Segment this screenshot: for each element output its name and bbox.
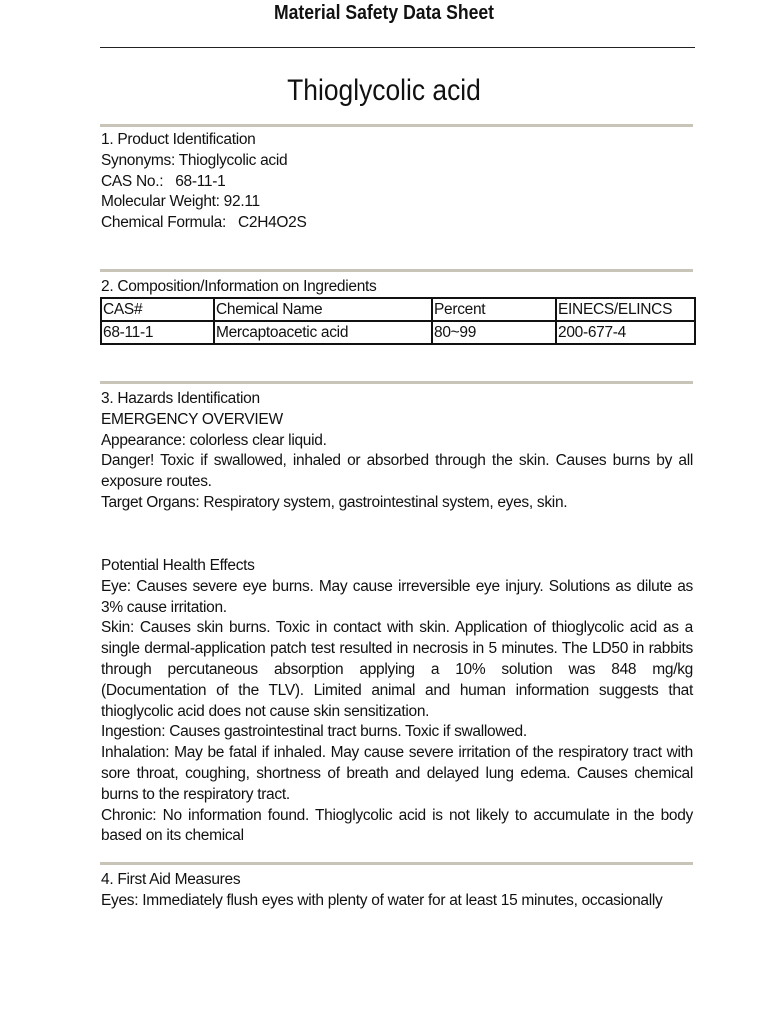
section-heading: 2. Composition/Information on Ingredients bbox=[101, 278, 377, 295]
chronic-effects-text: Chronic: No information found. Thioglycolic acid is not likely to accumulate in the body based on its chemical bbox=[101, 806, 693, 845]
health-effects-heading: Potential Health Effects bbox=[101, 557, 255, 574]
section-divider bbox=[100, 381, 693, 384]
header-divider bbox=[100, 47, 695, 48]
section-first-aid bbox=[101, 870, 693, 912]
section-divider bbox=[100, 124, 693, 127]
table-row bbox=[101, 321, 695, 344]
cas-number-text: CAS No.: 68-11-1 bbox=[101, 172, 226, 190]
first-aid-eyes-text: Eyes: Immediately flush eyes with plenty of water for at least 15 minutes, occasionally bbox=[101, 891, 663, 909]
molecular-weight-text: Molecular Weight: 92.11 bbox=[101, 193, 260, 211]
target-organs-text: Target Organs: Respiratory system, gastrointestinal system, eyes, skin. bbox=[101, 493, 568, 511]
skin-effects-text: Skin: Causes skin burns. Toxic in contact with skin. Application of thioglycolic acid as a single dermal-application patch test resulted in necrosis in 5 minutes. The LD50 in rabbits through percutaneous absorption applying a 10% solution was 848 mg/kg (Documentation of the TLV). Limited animal and human information suggests that thioglycolic acid does not cause skin sensitization. bbox=[101, 619, 693, 720]
column-header: Chemical Name bbox=[214, 298, 432, 321]
section-hazards-identification bbox=[101, 389, 693, 514]
table-header-row bbox=[101, 298, 695, 321]
table-cell: 200-677-4 bbox=[556, 321, 695, 344]
ingestion-effects-text: Ingestion: Causes gastrointestinal tract burns. Toxic if swallowed. bbox=[101, 723, 527, 741]
chemical-formula-text: Chemical Formula: C2H4O2S bbox=[101, 214, 307, 232]
section-heading: 3. Hazards Identification bbox=[101, 390, 260, 407]
document-title: Thioglycolic acid bbox=[287, 74, 481, 107]
emergency-overview-text: EMERGENCY OVERVIEW bbox=[101, 410, 283, 428]
inhalation-effects-text: Inhalation: May be fatal if inhaled. May cause severe irritation of the respiratory tract with sore throat, coughing, shortness of breath and delayed lung edema. Causes chemical burns to the respiratory tract. bbox=[101, 744, 693, 803]
table-cell: 80~99 bbox=[432, 321, 556, 344]
table-cell: Mercaptoacetic acid bbox=[214, 321, 432, 344]
column-header: CAS# bbox=[101, 298, 214, 321]
section-divider bbox=[100, 269, 693, 272]
danger-text: Danger! Toxic if swallowed, inhaled or absorbed through the skin. Causes burns by all exposure routes. bbox=[101, 452, 693, 491]
column-header: EINECS/ELINCS bbox=[556, 298, 695, 321]
eye-effects-text: Eye: Causes severe eye burns. May cause irreversible eye injury. Solutions as dilute as 3% cause irritation. bbox=[101, 577, 693, 616]
section-health-effects bbox=[101, 556, 693, 847]
synonyms-text: Synonyms: Thioglycolic acid bbox=[101, 151, 288, 169]
section-composition-heading bbox=[101, 277, 693, 298]
appearance-text: Appearance: colorless clear liquid. bbox=[101, 431, 327, 449]
column-header: Percent bbox=[432, 298, 556, 321]
table-cell: 68-11-1 bbox=[101, 321, 214, 344]
section-heading: 4. First Aid Measures bbox=[101, 871, 241, 888]
section-product-identification bbox=[101, 130, 693, 234]
section-divider bbox=[100, 862, 693, 865]
header-title: Material Safety Data Sheet bbox=[273, 2, 495, 24]
section-heading: 1. Product Identification bbox=[101, 131, 256, 148]
composition-table bbox=[100, 297, 696, 345]
